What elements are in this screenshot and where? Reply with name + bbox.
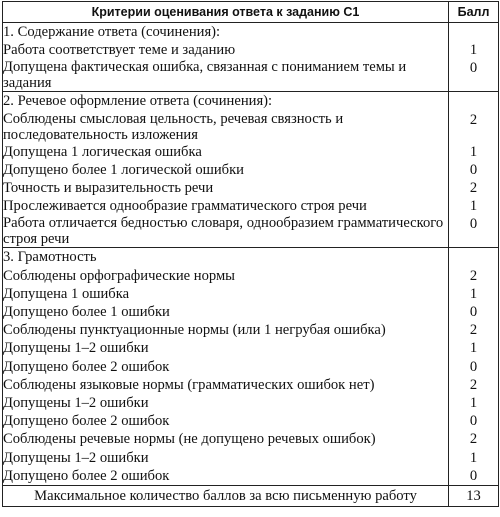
score-value: 1	[469, 449, 478, 466]
score-value: 2	[469, 180, 478, 196]
score-value: 1	[469, 198, 478, 215]
criterion-text: Допущено более 2 ошибок	[3, 413, 170, 430]
section-speech-criteria	[3, 92, 449, 248]
criterion-text: Допущена 1 логическая ошибка	[3, 143, 202, 160]
criterion-text: Допущена фактическая ошибка, связанная с пониманием темы и задания	[3, 59, 407, 92]
total-score: 13	[449, 486, 499, 507]
score-value: 1	[469, 285, 478, 302]
section-speech-scores	[449, 92, 499, 248]
criterion-text: Прослеживается однообразие грамматического строя речи	[3, 198, 367, 215]
section-title: 2. Речевое оформление ответа (сочинения):	[3, 93, 273, 110]
criteria-table	[2, 1, 499, 507]
section-content-scores	[449, 23, 499, 92]
score-value: 2	[469, 431, 478, 448]
score-value: 2	[469, 111, 478, 128]
score-value: 0	[469, 161, 478, 178]
section-title: 1. Содержание ответа (сочинения):	[3, 24, 221, 40]
score-value: 2	[469, 376, 478, 393]
criterion-text: Допущено более 1 ошибки	[3, 304, 170, 321]
total-label: Максимальное количество баллов за всю письменную работу	[3, 486, 449, 507]
score-value: 0	[469, 216, 478, 233]
section-content-row	[3, 23, 499, 92]
score-value: 1	[469, 42, 478, 59]
section-speech-row	[3, 92, 499, 248]
score-value: 0	[469, 358, 478, 375]
criterion-text: Соблюдены пунктуационные нормы (или 1 негрубая ошибка)	[3, 322, 386, 339]
score-cell	[449, 111, 498, 143]
criterion-text: Работа отличается бедностью словаря, однообразием грамматического строя речи	[3, 215, 444, 248]
score-value: 2	[469, 267, 478, 284]
section-title: 3. Грамотность	[3, 249, 97, 266]
score-cell	[449, 59, 498, 91]
score-value: 0	[469, 413, 478, 430]
criterion-text: Соблюдены орфографические нормы	[3, 267, 235, 284]
score-blank	[449, 248, 498, 266]
criterion-text: Работа соответствует теме и заданию	[3, 42, 236, 59]
score-cell	[449, 215, 498, 247]
criterion-text: Допущено более 1 логической ошибки	[3, 161, 244, 178]
score-value: 0	[469, 467, 478, 484]
total-row	[3, 486, 499, 507]
section-literacy-criteria	[3, 248, 449, 486]
criterion-text: Допущены 1–2 ошибки	[3, 340, 149, 357]
criterion-text: Соблюдены языковые нормы (грамматических ошибок нет)	[3, 376, 375, 393]
criterion-text: Соблюдены смысловая цельность, речевая связность и последовательность изложения	[3, 110, 344, 143]
header-score: Балл	[449, 2, 499, 23]
score-value: 0	[469, 60, 478, 77]
score-value: 1	[469, 143, 478, 160]
section-content-criteria	[3, 23, 449, 92]
criterion-text: Допущено более 2 ошибок	[3, 358, 170, 375]
score-value: 1	[469, 340, 478, 357]
score-value: 0	[469, 304, 478, 321]
criterion-text: Соблюдены речевые нормы (не допущено речевых ошибок)	[3, 431, 376, 448]
score-blank	[449, 92, 498, 110]
criterion-text: Допущены 1–2 ошибки	[3, 449, 149, 466]
header-criteria: Критерии оценивания ответа к заданию С1	[3, 2, 449, 23]
score-value: 2	[469, 322, 478, 339]
criterion-text: Допущены 1–2 ошибки	[3, 395, 149, 412]
criterion-text: Допущена 1 ошибка	[3, 285, 130, 302]
section-literacy-scores	[449, 248, 499, 486]
criterion-text: Допущено более 2 ошибок	[3, 467, 170, 484]
section-literacy-row	[3, 248, 499, 486]
table-header-row	[3, 2, 499, 23]
score-value: 1	[469, 395, 478, 412]
criterion-text: Точность и выразительность речи	[3, 180, 214, 197]
score-blank	[449, 23, 498, 41]
